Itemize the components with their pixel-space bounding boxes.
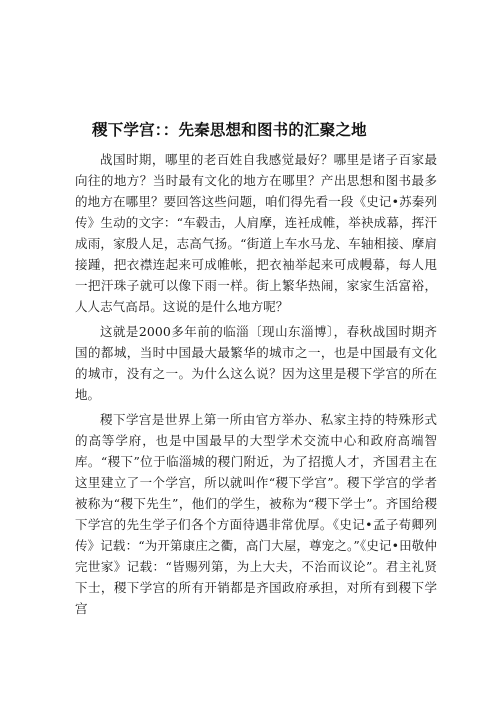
paragraph-1: 战国时期，哪里的老百姓自我感觉最好？哪里是诸子百家最向往的地方？当时最有文化的地方在哪里？产出思想和图书最多的地方在哪里？要回答这些问题，咱们得先看一段《史记•苏秦列传》生动的文字：“车毂击，人肩摩，连衽成帷，举袂成幕，挥汗成雨，家殷人足，志高气扬。“街道上车水马龙、车轴相接、摩肩接踵，把衣襟连起来可成帷帐，把衣袖举起来可成幔幕，每人甩一把汗珠子就可以像下雨一样。街上繁华热闹，家家生活富裕，人人志气高昂。这说的是什么地方呢？ bbox=[75, 152, 437, 314]
paragraph-3: 稷下学宫是世界上第一所由官方举办、私家主持的特殊形式的高等学府，也是中国最早的大型学术交流中心和政府高端智库。“稷下”位于临淄城的稷门附近，为了招揽人才，齐国君主在这里建立了一个学宫，所以就叫作“稷下学宫”。稷下学宫的学者被称为“稷下先生”，他们的学生，被称为“稷下学士”。齐国给稷下学宫的先生学子们各个方面待遇非常优厚。《史记•孟子荀卿列传》记载：“为开第康庄之衢，高门大屋，尊宠之。”《史记•田敬仲完世家》记载：“皆赐列第，为上大夫，不治而议论”。君主礼贤下士，稷下学宫的所有开销都是齐国政府承担，对所有到稷下学宫 bbox=[75, 412, 437, 616]
document-body bbox=[75, 149, 437, 623]
document-title: 稷下学宫：：先秦思想和图书的汇聚之地 bbox=[92, 121, 367, 139]
paragraph-2: 这就是2000多年前的临淄〔现山东淄博〕，春秋战国时期齐国的都城，当时中国最大最繁华的城市之一，也是中国最有文化的城市，没有之一。为什么这么说？因为这里是稷下学宫的所在地。 bbox=[75, 324, 437, 402]
